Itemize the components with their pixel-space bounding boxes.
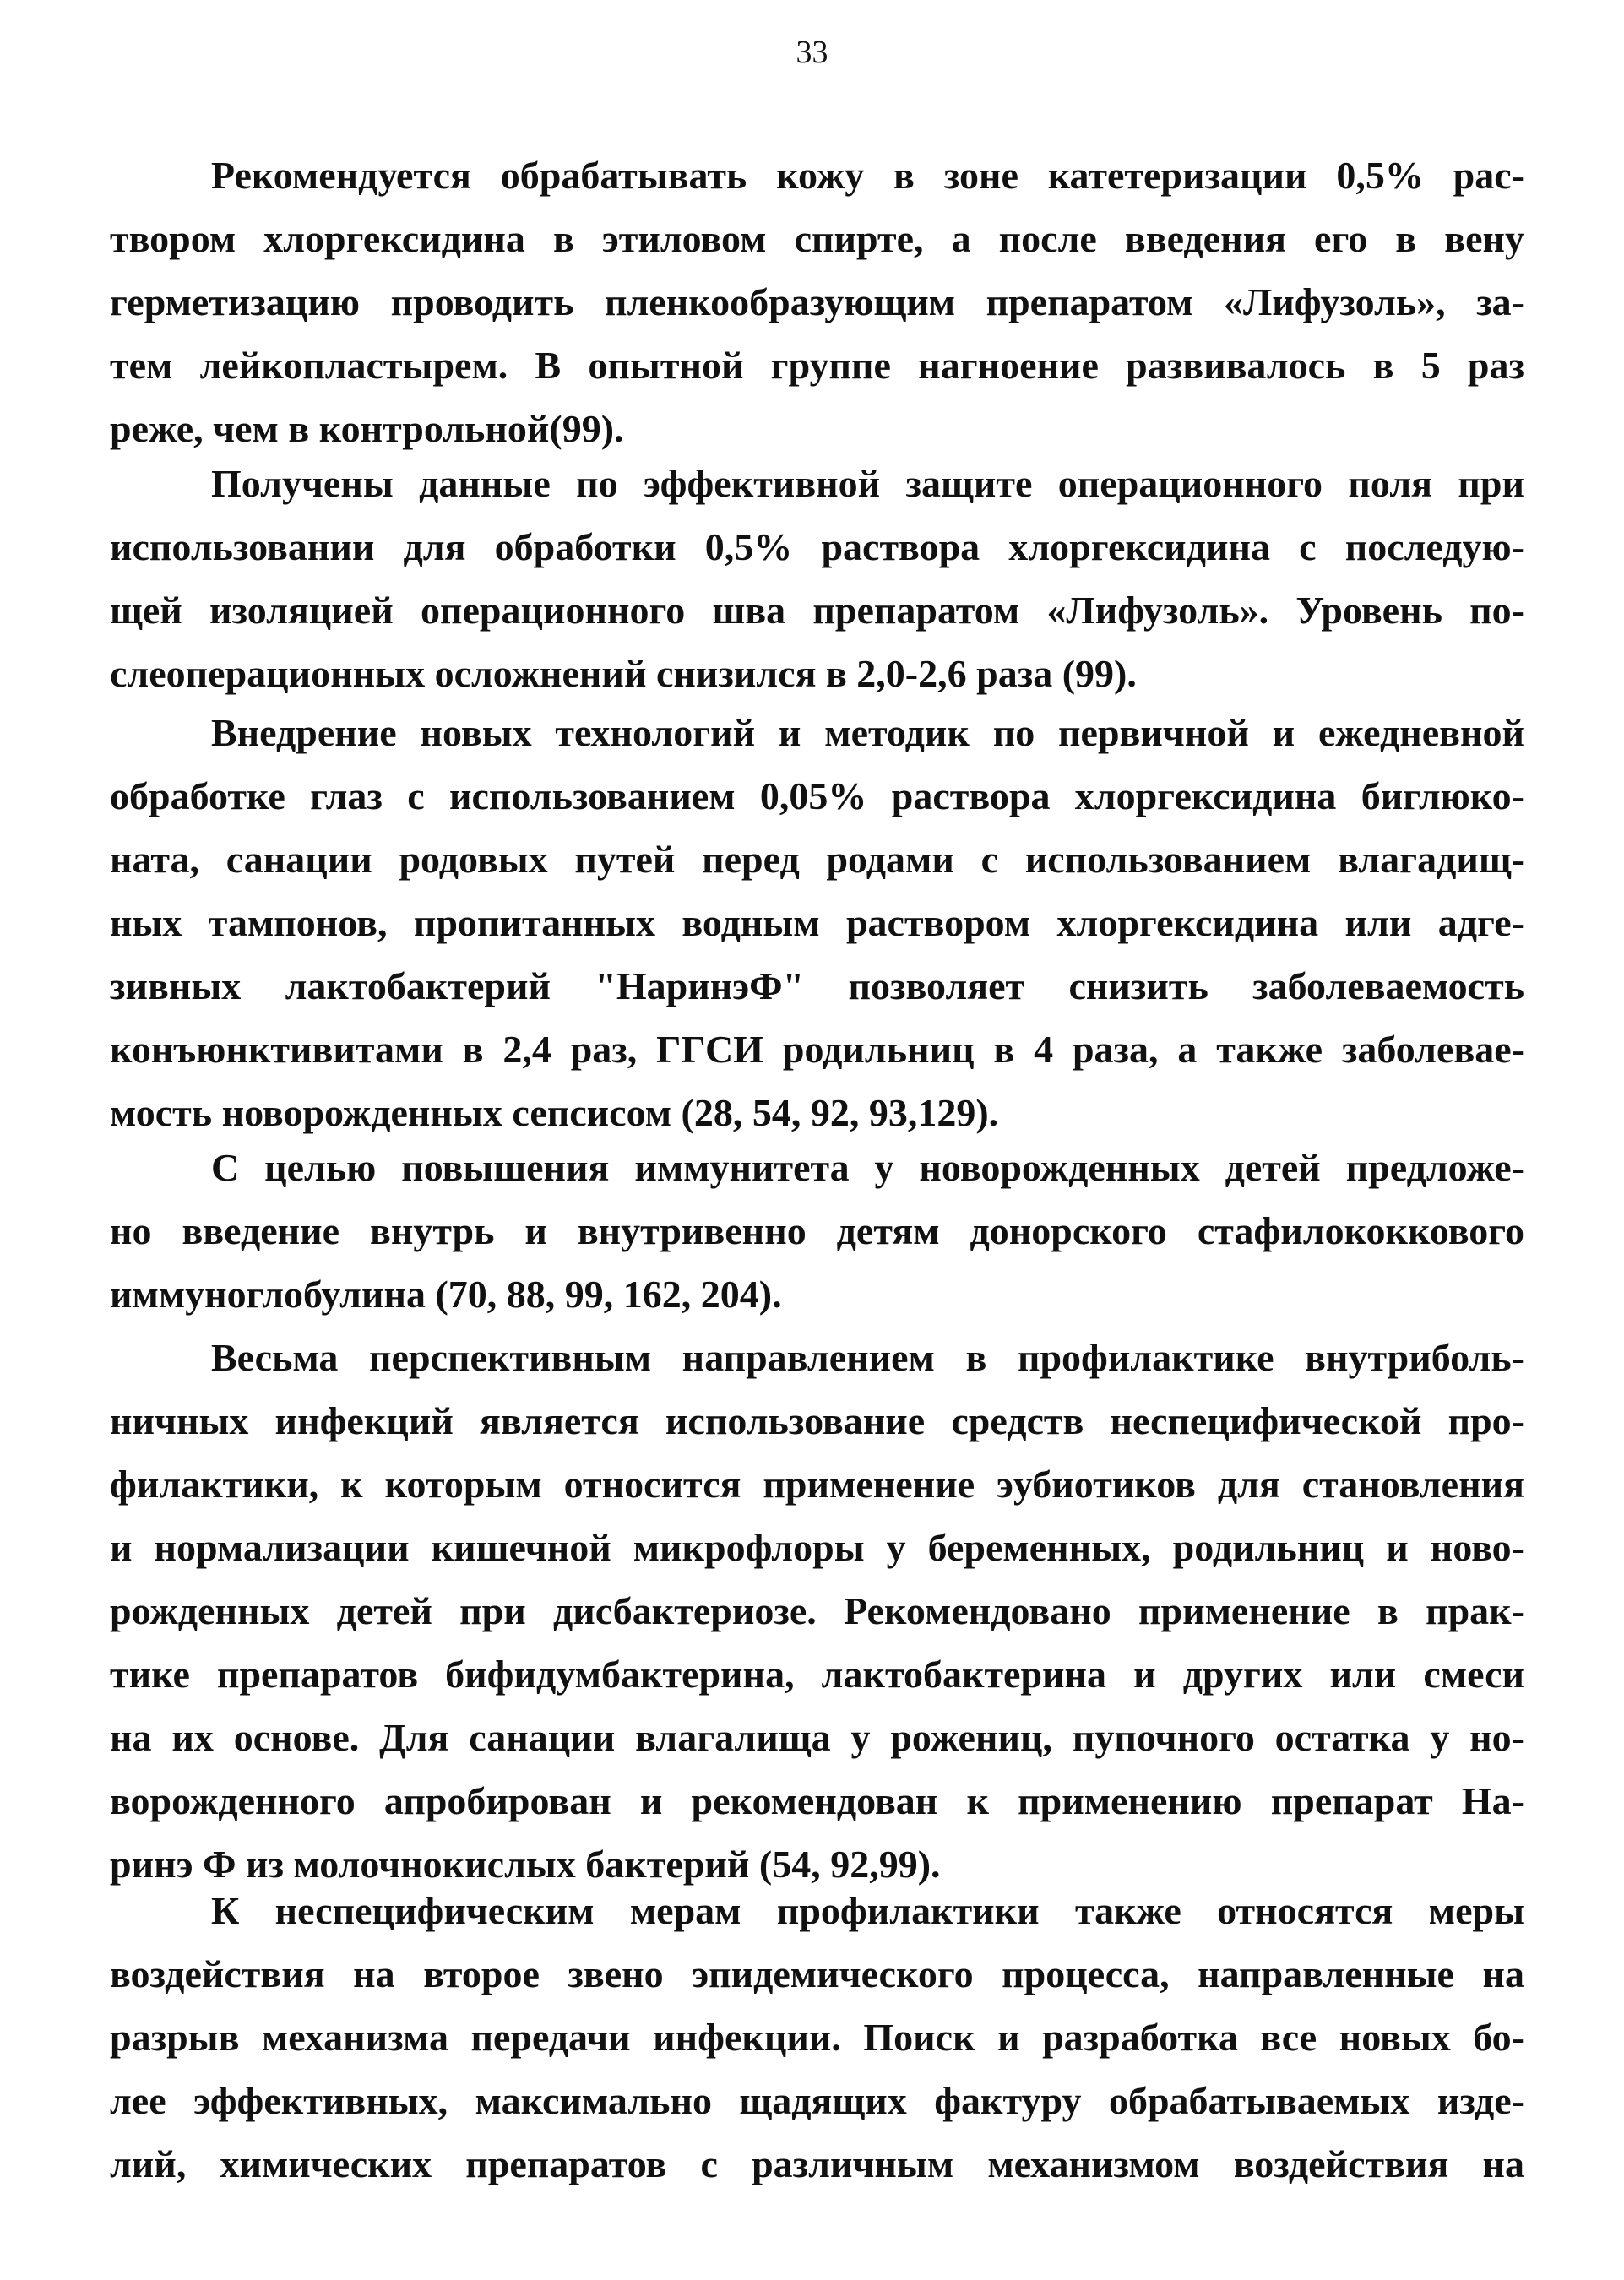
paragraph-line: филактики, к которым относится применение эубиотиков для становления [110,1463,1524,1506]
paragraph-line: иммуноглобулина (70, 88, 99, 162, 204). [110,1273,782,1316]
paragraph-line: С целью повышения иммунитета у новорожденных детей предложе- [211,1146,1524,1189]
paragraph-line: Внедрение новых технологий и методик по первичной и ежедневной [211,711,1524,754]
paragraph-2 [110,452,1524,705]
paragraph-line: лее эффективных, максимально щадящих фактуру обрабатываемых изде- [110,2079,1524,2122]
paragraph-line: твором хлоргексидина в этиловом спирте, а после введения его в вену [110,217,1524,260]
page-number: 33 [796,35,828,70]
paragraph-line: рожденных детей при дисбактериозе. Рекомендовано применение в прак- [110,1589,1524,1632]
paragraph-line: тике препаратов бифидумбактерина, лактобактерина и других или смеси [110,1653,1524,1696]
paragraph-line: тем лейкопластырем. В опытной группе нагноение развивалось в 5 раз [110,344,1524,387]
paragraph-line: но введение внутрь и внутривенно детям донорского стафилококкового [110,1209,1524,1252]
paragraph-6 [110,1879,1524,2196]
paragraph-4 [110,1136,1524,1326]
paragraph-line: ворожденного апробирован и рекомендован к применению препарат На- [110,1779,1524,1822]
paragraph-line: ринэ Ф из молочнокислых бактерий (54, 92,99). [110,1843,941,1886]
paragraph-line: и нормализации кишечной микрофлоры у беременных, родильниц и ново- [110,1526,1524,1569]
paragraph-line: зивных лактобактерий "НаринэФ" позволяет снизить заболеваемость [110,964,1524,1007]
paragraph-line: обработке глаз с использованием 0,05% раствора хлоргексидина биглюко- [110,774,1524,817]
paragraph-line: конъюнктивитами в 2,4 раз, ГГСИ родильниц в 4 раза, а также заболевае- [110,1028,1524,1071]
paragraph-line: мость новорожденных сепсисом (28, 54, 92, 93,129). [110,1091,999,1134]
paragraph-line: ничных инфекций является использование средств неспецифической про- [110,1399,1524,1442]
paragraph-5 [110,1326,1524,1896]
paragraph-line: Рекомендуется обрабатывать кожу в зоне катетеризации 0,5% рас- [211,154,1524,197]
paragraph-line: герметизацию проводить пленкообразующим препаратом «Лифузоль», за- [110,280,1524,323]
paragraph-line: разрыв механизма передачи инфекции. Поиск и разработка все новых бо- [110,2016,1524,2059]
paragraph-line: на их основе. Для санации влагалища у рожениц, пупочного остатка у но- [110,1716,1524,1759]
paragraph-line: К неспецифическим мерам профилактики также относятся меры [211,1889,1524,1932]
paragraph-line: ных тампонов, пропитанных водным раствором хлоргексидина или адге- [110,901,1524,944]
paragraph-line: использовании для обработки 0,5% раствора хлоргексидина с последую- [110,525,1524,568]
paragraph-line: слеоперационных осложнений снизился в 2,0-2,6 раза (99). [110,652,1137,695]
paragraph-line: воздействия на второе звено эпидемического процесса, направленные на [110,1952,1524,1995]
paragraph-line: лий, химических препаратов с различным механизмом воздействия на [110,2142,1524,2185]
paragraph-1 [110,144,1524,460]
paragraph-line: Весьма перспективным направлением в профилактике внутриболь- [211,1336,1524,1379]
paragraph-line: щей изоляцией операционного шва препаратом «Лифузоль». Уровень по- [110,589,1524,632]
paragraph-3 [110,701,1524,1144]
paragraph-line: Получены данные по эффективной защите операционного поля при [211,462,1524,505]
paragraph-line: реже, чем в контрольной(99). [110,407,624,450]
paragraph-line: ната, санации родовых путей перед родами с использованием влагадищ- [110,838,1524,881]
